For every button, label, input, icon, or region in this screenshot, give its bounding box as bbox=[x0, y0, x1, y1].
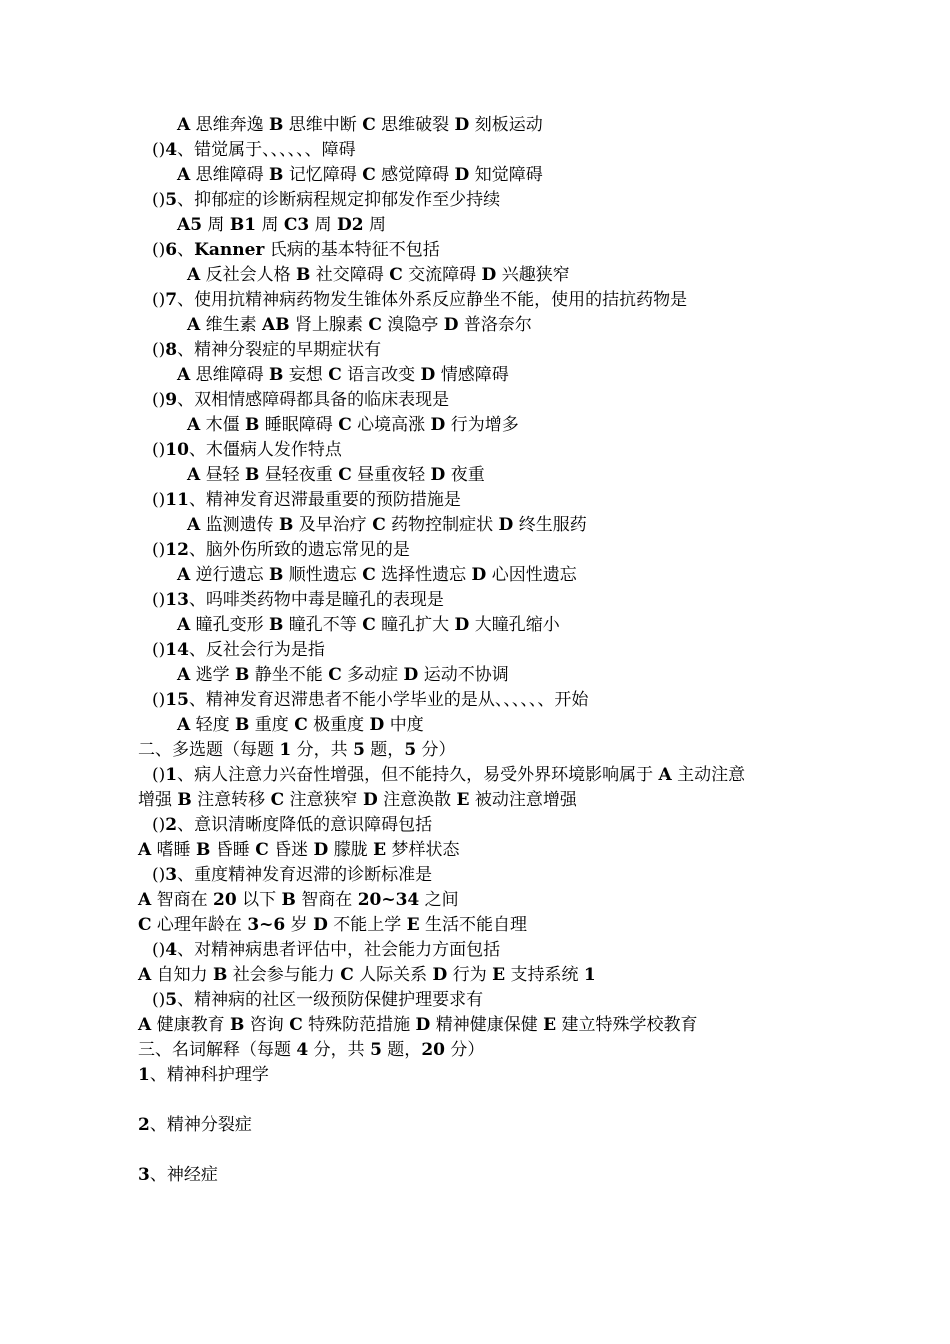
text-run: 周 bbox=[363, 215, 387, 235]
text-run: A bbox=[177, 615, 191, 635]
text-run: 人际关系 bbox=[353, 965, 433, 985]
text-run: 思维中断 bbox=[283, 115, 363, 135]
text-run: 、错觉属于、、、、、、障碍 bbox=[177, 140, 356, 160]
text-run: 二、多选题（每题 bbox=[138, 740, 280, 760]
text-run: 静坐不能 bbox=[249, 665, 329, 685]
text-run: 5 bbox=[404, 740, 417, 760]
text-run: A bbox=[187, 415, 201, 435]
text-run: D bbox=[313, 840, 329, 860]
text-run: 情感障碍 bbox=[435, 365, 509, 385]
text-run: 2 bbox=[138, 1115, 150, 1135]
text-line bbox=[187, 463, 485, 487]
text-line bbox=[187, 263, 570, 287]
text-run: C bbox=[328, 365, 342, 385]
text-line bbox=[152, 863, 432, 887]
text-run: () bbox=[152, 990, 166, 1010]
text-run: 、精神科护理学 bbox=[149, 1065, 269, 1085]
text-run: 梦样状态 bbox=[386, 840, 460, 860]
text-run: 、对精神病患者评估中，社会能力方面包括 bbox=[177, 940, 501, 960]
text-line bbox=[152, 813, 432, 837]
text-run: D bbox=[362, 790, 378, 810]
text-run: 思维破裂 bbox=[375, 115, 455, 135]
text-run: 兴趣狭窄 bbox=[496, 265, 570, 285]
text-run: C bbox=[368, 315, 382, 335]
text-run: 溴隐亭 bbox=[381, 315, 444, 335]
text-run: () bbox=[152, 765, 166, 785]
text-run: 瞳孔扩大 bbox=[375, 615, 455, 635]
text-run: 12 bbox=[165, 540, 189, 560]
text-run: C bbox=[362, 565, 376, 585]
text-run: 分，共 bbox=[291, 740, 354, 760]
text-run: 思维障碍 bbox=[190, 165, 270, 185]
text-run: A bbox=[177, 565, 191, 585]
text-run: 3 bbox=[138, 1165, 150, 1185]
text-run: A bbox=[658, 765, 672, 785]
text-run: D bbox=[443, 315, 459, 335]
text-run: () bbox=[152, 690, 166, 710]
text-run: D bbox=[430, 415, 446, 435]
text-run: 之间 bbox=[419, 890, 459, 910]
text-run: 5 bbox=[370, 1040, 382, 1060]
text-run: Kanner bbox=[194, 240, 265, 260]
text-run: () bbox=[152, 440, 166, 460]
text-run: B bbox=[269, 615, 284, 635]
text-run: 妄想 bbox=[283, 365, 329, 385]
text-run: B bbox=[213, 965, 228, 985]
text-run: D bbox=[415, 1015, 431, 1035]
text-run: 中度 bbox=[384, 715, 424, 735]
text-run: 监测遗传 bbox=[200, 515, 280, 535]
text-line bbox=[177, 213, 386, 237]
text-run: 行为增多 bbox=[445, 415, 519, 435]
text-run: 精神健康保健 bbox=[430, 1015, 544, 1035]
text-line bbox=[177, 163, 543, 187]
text-run: D bbox=[481, 265, 497, 285]
text-line bbox=[138, 738, 456, 762]
text-run: 智商在 bbox=[295, 890, 358, 910]
text-run: 3 bbox=[165, 865, 178, 885]
text-run: 终生服药 bbox=[513, 515, 587, 535]
text-run: 、病人注意力兴奋性增强，但不能持久，易受外界环境影响属于 bbox=[177, 765, 659, 785]
text-run: 顺性遗忘 bbox=[283, 565, 363, 585]
text-run: 昼重夜轻 bbox=[351, 465, 431, 485]
text-run: D bbox=[498, 515, 514, 535]
text-run: 5 bbox=[353, 740, 365, 760]
text-run: C bbox=[255, 840, 269, 860]
text-run: B bbox=[235, 665, 250, 685]
text-run: C bbox=[289, 1015, 303, 1035]
text-run: 3~6 bbox=[247, 915, 286, 935]
text-run: 20~34 bbox=[357, 890, 420, 910]
text-run: 4 bbox=[296, 1040, 309, 1060]
text-run: 药物控制症状 bbox=[385, 515, 499, 535]
text-run: 、重度精神发育迟滞的诊断标准是 bbox=[177, 865, 433, 885]
text-run: C bbox=[362, 115, 376, 135]
text-run: A bbox=[138, 1015, 152, 1035]
text-run: A bbox=[187, 265, 201, 285]
text-run: 分，共 bbox=[308, 1040, 371, 1060]
text-run: 周 bbox=[256, 215, 284, 235]
text-run: D bbox=[403, 665, 419, 685]
text-line bbox=[138, 1038, 484, 1062]
text-run: 思维奔逸 bbox=[190, 115, 270, 135]
text-run: 极重度 bbox=[307, 715, 370, 735]
text-run: 注意狭窄 bbox=[284, 790, 363, 810]
text-line bbox=[152, 538, 410, 562]
text-run: C bbox=[328, 665, 342, 685]
text-run: 15 bbox=[165, 690, 189, 710]
text-run: 知觉障碍 bbox=[469, 165, 543, 185]
text-run: () bbox=[152, 490, 166, 510]
text-run: 心因性遗忘 bbox=[486, 565, 577, 585]
text-run: A bbox=[177, 365, 191, 385]
text-run: 、反社会行为是指 bbox=[188, 640, 325, 660]
text-run: A bbox=[187, 515, 201, 535]
text-run: 心理年龄在 bbox=[151, 915, 248, 935]
text-run: A bbox=[177, 715, 191, 735]
text-run: 、精神病的社区一级预防保健护理要求有 bbox=[177, 990, 484, 1010]
text-run: 特殊防范措施 bbox=[302, 1015, 416, 1035]
text-run: A bbox=[177, 165, 191, 185]
text-run: 20 bbox=[213, 890, 237, 910]
text-run: () bbox=[152, 340, 166, 360]
text-run: 心境高涨 bbox=[351, 415, 431, 435]
text-run: () bbox=[152, 290, 166, 310]
text-run: 咨询 bbox=[244, 1015, 290, 1035]
text-run: AB bbox=[262, 315, 290, 335]
text-line bbox=[177, 363, 509, 387]
text-run: () bbox=[152, 640, 166, 660]
text-run: C bbox=[294, 715, 308, 735]
text-run: () bbox=[152, 390, 166, 410]
text-run: 逃学 bbox=[190, 665, 236, 685]
text-line bbox=[187, 313, 532, 337]
text-run: () bbox=[152, 540, 166, 560]
text-line bbox=[152, 238, 440, 262]
text-run: C bbox=[372, 515, 386, 535]
text-run: 健康教育 bbox=[151, 1015, 231, 1035]
text-run: 1 bbox=[165, 765, 178, 785]
text-run: 、抑郁症的诊断病程规定抑郁发作至少持续 bbox=[177, 190, 501, 210]
text-run: 1 bbox=[138, 1065, 150, 1085]
text-run: 、 bbox=[177, 240, 195, 260]
text-run: 14 bbox=[165, 640, 189, 660]
text-run: 行为 bbox=[447, 965, 493, 985]
text-run: 运动不协调 bbox=[418, 665, 509, 685]
text-run: B bbox=[235, 715, 250, 735]
text-run: B bbox=[269, 165, 284, 185]
text-line bbox=[177, 713, 424, 737]
text-run: 昏睡 bbox=[210, 840, 256, 860]
text-line bbox=[177, 663, 509, 687]
text-run: 刻板运动 bbox=[469, 115, 543, 135]
text-line bbox=[177, 613, 560, 637]
text-run: 注意转移 bbox=[191, 790, 271, 810]
text-run: 瞳孔变形 bbox=[190, 615, 270, 635]
text-run: () bbox=[152, 940, 166, 960]
text-line bbox=[187, 513, 587, 537]
text-run: 朦胧 bbox=[328, 840, 374, 860]
text-run: 1 bbox=[279, 740, 292, 760]
text-run: 、神经症 bbox=[149, 1165, 218, 1185]
text-run: A bbox=[138, 840, 152, 860]
text-line bbox=[138, 1113, 252, 1137]
text-run: E bbox=[543, 1015, 557, 1035]
text-run: 瞳孔不等 bbox=[283, 615, 363, 635]
text-run: 感觉障碍 bbox=[375, 165, 455, 185]
text-line bbox=[152, 488, 461, 512]
text-run: 增强 bbox=[138, 790, 178, 810]
text-run: () bbox=[152, 240, 166, 260]
text-line bbox=[152, 188, 500, 212]
text-run: 、双相情感障碍都具备的临床表现是 bbox=[177, 390, 450, 410]
text-run: 昼轻夜重 bbox=[259, 465, 339, 485]
text-run: 、脑外伤所致的遗忘常见的是 bbox=[188, 540, 410, 560]
text-run: 、精神发育迟滞患者不能小学毕业的是从、、、、、、开始 bbox=[188, 690, 589, 710]
text-run: B bbox=[230, 1015, 245, 1035]
text-run: B1 bbox=[229, 215, 257, 235]
text-run: B bbox=[269, 365, 284, 385]
text-run: A bbox=[177, 115, 191, 135]
text-run: B bbox=[196, 840, 211, 860]
text-run: 轻度 bbox=[190, 715, 236, 735]
text-line bbox=[152, 763, 745, 787]
text-run: C bbox=[362, 165, 376, 185]
text-line bbox=[138, 963, 596, 987]
text-run: C bbox=[270, 790, 285, 810]
text-run: 分） bbox=[416, 740, 456, 760]
text-run: 重度 bbox=[249, 715, 295, 735]
text-run: 周 bbox=[202, 215, 230, 235]
text-run: 、吗啡类药物中毒是瞳孔的表现是 bbox=[188, 590, 444, 610]
text-run: A bbox=[138, 890, 152, 910]
text-line bbox=[152, 438, 342, 462]
text-run: 岁 bbox=[285, 915, 314, 935]
text-line bbox=[152, 338, 381, 362]
text-run: A bbox=[187, 315, 201, 335]
text-run: 、使用抗精神病药物发生锥体外系反应静坐不能，使用的拮抗药物是 bbox=[177, 290, 688, 310]
text-run: 、精神分裂症的早期症状有 bbox=[177, 340, 382, 360]
text-run: B bbox=[279, 515, 294, 535]
text-run: 6 bbox=[165, 240, 178, 260]
text-run: B bbox=[296, 265, 311, 285]
text-run: 多动症 bbox=[341, 665, 404, 685]
text-run: E bbox=[456, 790, 470, 810]
text-run: 、木僵病人发作特点 bbox=[188, 440, 342, 460]
text-run: 分） bbox=[444, 1040, 485, 1060]
text-run: B bbox=[269, 565, 284, 585]
text-run: A bbox=[177, 665, 191, 685]
text-run: 主动注意 bbox=[671, 765, 746, 785]
text-line bbox=[138, 1013, 697, 1037]
text-run: B bbox=[269, 115, 284, 135]
text-run: B bbox=[245, 465, 260, 485]
text-run: B bbox=[281, 890, 296, 910]
text-line bbox=[177, 113, 543, 137]
text-line bbox=[152, 938, 500, 962]
text-run: D bbox=[420, 365, 436, 385]
text-run: C3 bbox=[283, 215, 310, 235]
text-run: 及早治疗 bbox=[293, 515, 373, 535]
text-run: () bbox=[152, 590, 166, 610]
text-run: 2 bbox=[165, 815, 178, 835]
text-run: E bbox=[406, 915, 420, 935]
text-run: B bbox=[245, 415, 260, 435]
text-run: 睡眠障碍 bbox=[259, 415, 339, 435]
text-line bbox=[152, 688, 588, 712]
text-run: D2 bbox=[337, 215, 364, 235]
text-run: 语言改变 bbox=[341, 365, 421, 385]
text-run: D bbox=[454, 615, 470, 635]
text-run: D bbox=[313, 915, 328, 935]
text-run: A bbox=[187, 465, 201, 485]
text-run: 4 bbox=[165, 940, 178, 960]
text-run: 5 bbox=[165, 190, 178, 210]
text-run: 昼轻 bbox=[200, 465, 246, 485]
text-run: D bbox=[432, 965, 448, 985]
text-run: 逆行遗忘 bbox=[190, 565, 270, 585]
text-line bbox=[138, 1063, 269, 1087]
text-run: 周 bbox=[309, 215, 338, 235]
text-run: 智商在 bbox=[151, 890, 214, 910]
text-line bbox=[187, 413, 519, 437]
text-run: C bbox=[362, 615, 376, 635]
text-line bbox=[138, 888, 459, 912]
text-run: D bbox=[454, 115, 470, 135]
text-run: () bbox=[152, 190, 166, 210]
text-line bbox=[152, 388, 449, 412]
text-run: () bbox=[152, 865, 166, 885]
text-run: 7 bbox=[165, 290, 178, 310]
text-run: 、意识清晰度降低的意识障碍包括 bbox=[177, 815, 433, 835]
text-run: 10 bbox=[165, 440, 189, 460]
text-run: () bbox=[152, 140, 166, 160]
text-run: 5 bbox=[165, 990, 178, 1010]
text-run: 4 bbox=[165, 140, 178, 160]
text-line bbox=[152, 138, 356, 162]
text-run: 题， bbox=[364, 740, 405, 760]
text-run: 氏病的基本特征不包括 bbox=[264, 240, 440, 260]
text-line bbox=[152, 588, 444, 612]
text-run: 维生素 bbox=[200, 315, 263, 335]
text-run: 社会参与能力 bbox=[227, 965, 341, 985]
text-run: 大瞳孔缩小 bbox=[469, 615, 560, 635]
text-run: C bbox=[389, 265, 403, 285]
text-run: 反社会人格 bbox=[200, 265, 297, 285]
text-line bbox=[177, 563, 577, 587]
text-run: 生活不能自理 bbox=[419, 915, 527, 935]
text-run: 选择性遗忘 bbox=[375, 565, 472, 585]
text-run: E bbox=[373, 840, 387, 860]
text-line bbox=[138, 838, 459, 862]
text-run: C bbox=[340, 965, 354, 985]
text-run: C bbox=[338, 465, 352, 485]
text-run: 11 bbox=[165, 490, 189, 510]
text-run: 木僵 bbox=[200, 415, 246, 435]
text-run: 三、名词解释（每题 bbox=[138, 1040, 297, 1060]
text-run: 普洛奈尔 bbox=[458, 315, 532, 335]
text-run: A5 bbox=[177, 215, 203, 235]
text-run: () bbox=[152, 815, 166, 835]
text-line bbox=[152, 288, 687, 312]
text-line bbox=[138, 788, 577, 812]
text-run: D bbox=[369, 715, 385, 735]
text-line bbox=[138, 1163, 218, 1187]
text-run: C bbox=[138, 915, 152, 935]
text-run: 嗜睡 bbox=[151, 840, 197, 860]
text-run: 夜重 bbox=[445, 465, 485, 485]
text-run: D bbox=[471, 565, 487, 585]
text-run: 题， bbox=[381, 1040, 422, 1060]
text-line bbox=[152, 638, 325, 662]
text-run: 交流障碍 bbox=[402, 265, 482, 285]
text-run: 、精神分裂症 bbox=[149, 1115, 252, 1135]
text-run: 思维障碍 bbox=[190, 365, 270, 385]
text-line bbox=[138, 913, 527, 937]
text-run: 注意涣散 bbox=[377, 790, 457, 810]
text-run: 9 bbox=[165, 390, 178, 410]
text-run: 、精神发育迟滞最重要的预防措施是 bbox=[188, 490, 461, 510]
text-run: B bbox=[177, 790, 192, 810]
text-run: 昏迷 bbox=[268, 840, 314, 860]
text-run: 自知力 bbox=[151, 965, 214, 985]
text-run: 社交障碍 bbox=[310, 265, 390, 285]
text-run: 8 bbox=[165, 340, 178, 360]
text-run: 支持系统 bbox=[505, 965, 584, 985]
text-line bbox=[152, 988, 483, 1012]
text-run: E bbox=[492, 965, 506, 985]
text-run: 建立特殊学校教育 bbox=[556, 1015, 698, 1035]
text-run: D bbox=[430, 465, 446, 485]
text-run: 被动注意增强 bbox=[469, 790, 577, 810]
text-run: 不能上学 bbox=[327, 915, 407, 935]
text-run: 13 bbox=[165, 590, 189, 610]
text-run: C bbox=[338, 415, 352, 435]
text-run: 20 bbox=[421, 1040, 445, 1060]
text-run: A bbox=[138, 965, 152, 985]
text-run: 以下 bbox=[236, 890, 282, 910]
text-run: D bbox=[454, 165, 470, 185]
text-run: 记忆障碍 bbox=[283, 165, 363, 185]
text-run: 肾上腺素 bbox=[289, 315, 369, 335]
text-run: 1 bbox=[583, 965, 596, 985]
